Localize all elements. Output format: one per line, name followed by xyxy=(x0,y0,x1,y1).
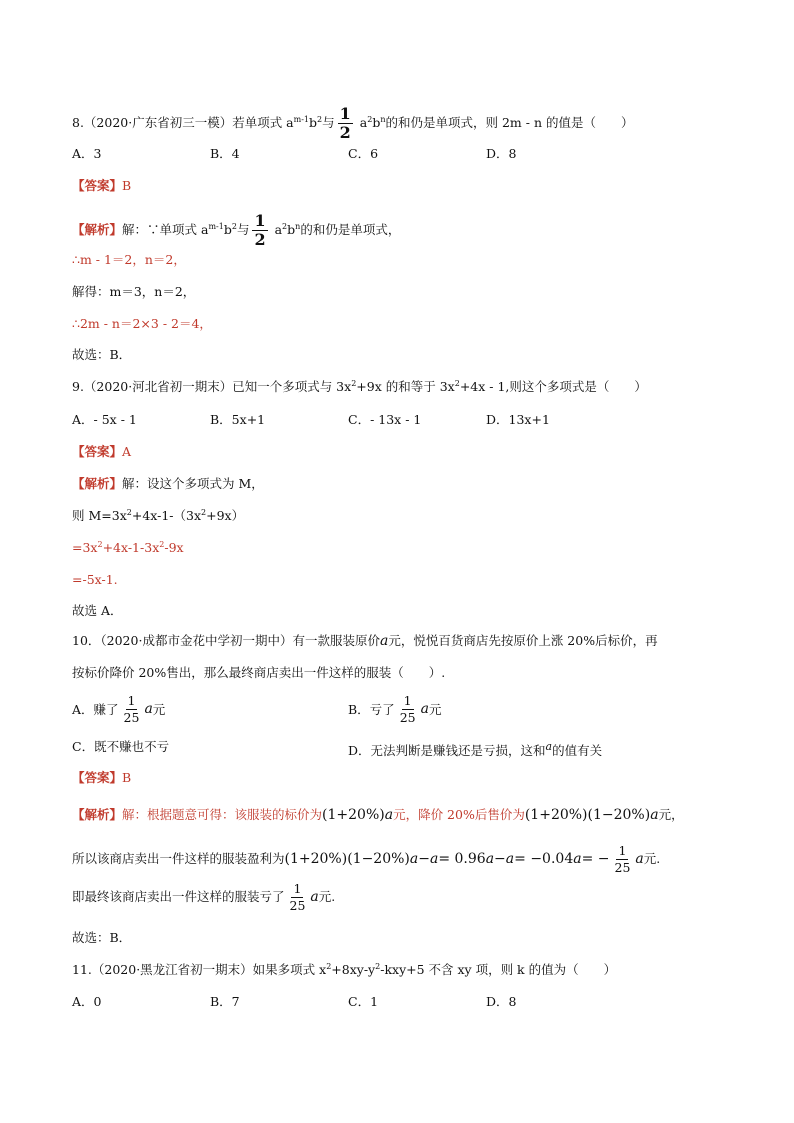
analysis-text: 元，降价 20%后售价为 xyxy=(393,807,525,822)
q11-option-b: B．7 xyxy=(210,994,240,1009)
exp: 2 xyxy=(231,221,237,231)
q9-option-b: B．5x+1 xyxy=(210,412,266,427)
fraction-numerator: 1 xyxy=(254,211,266,230)
math-expression: − xyxy=(418,851,430,867)
exp: 2 xyxy=(375,961,381,971)
q8-exp: 2 xyxy=(317,114,323,124)
option-text: A．赚了 xyxy=(72,702,119,717)
q11-options xyxy=(72,994,712,1010)
q10-option-c: C．既不赚也不亏 xyxy=(72,739,170,754)
q10-option-d xyxy=(348,739,602,759)
q10-analysis-line-2 xyxy=(72,842,660,876)
q8-step-2: 解得：m＝3，n＝2， xyxy=(72,284,196,299)
q8-answer xyxy=(72,178,131,194)
q8-option-a: A．3 xyxy=(72,146,102,161)
step-text: +4x-1-（3x xyxy=(131,508,202,523)
exp: n xyxy=(295,221,301,231)
q10-option-b xyxy=(348,694,441,724)
variable-a: a xyxy=(144,701,153,717)
answer-tag: 【答案】 xyxy=(72,444,123,459)
q9-analysis xyxy=(72,476,264,492)
step-text: +4x-1-3x xyxy=(102,540,160,555)
q10-stem-text: 元，悦悦百货商店先按原价上涨 20%后标价，再 xyxy=(388,633,658,648)
q10-conclusion: 故选：B． xyxy=(72,930,132,945)
q8-stem-text: 的和仍是单项式，则 2m - n 的值是（ ） xyxy=(385,115,634,130)
q11-stem xyxy=(72,962,616,978)
fraction-denominator: 2 xyxy=(339,123,351,142)
q8-exp: m-1 xyxy=(293,114,310,124)
q9-option-a: A．- 5x - 1 xyxy=(72,412,137,427)
variable-a: a xyxy=(650,807,659,823)
q9-stem-text: 9.（2020·河北省初一期末）已知一个多项式与 3x xyxy=(72,379,352,394)
exp: 2 xyxy=(97,539,103,549)
q11-stem-text: 11.（2020·黑龙江省初一期末）如果多项式 x xyxy=(72,962,327,977)
q8-exp: 2 xyxy=(367,114,373,124)
fraction-denominator: 2 xyxy=(254,230,266,249)
q10-stem-line-1 xyxy=(72,633,658,649)
variable-a: a xyxy=(573,851,582,867)
q8-stem-text: 与 xyxy=(322,115,335,130)
step-text: -9x xyxy=(164,540,184,555)
q9-step-3: =-5x-1. xyxy=(72,572,118,587)
analysis-text: a xyxy=(270,222,283,237)
math-expression: − xyxy=(494,851,506,867)
step-text: =3x xyxy=(72,540,98,555)
math-expression: (1+20%) xyxy=(322,807,385,823)
fraction-numerator: 1 xyxy=(293,880,302,896)
exp: 2 xyxy=(282,221,288,231)
analysis-text: 解：根据题意可得：该服装的标价为 xyxy=(122,807,323,822)
q9-option-d: D．13x+1 xyxy=(486,412,550,427)
fraction-denominator: 25 xyxy=(614,859,631,875)
option-text: 元 xyxy=(428,702,442,717)
variable-a: a xyxy=(429,851,439,867)
variable-a: a xyxy=(485,851,495,867)
option-text: D．无法判断是赚钱还是亏损，这和 xyxy=(348,743,546,759)
q8-stem xyxy=(72,105,633,142)
fraction-numerator: 1 xyxy=(127,692,136,708)
variable-a: a xyxy=(420,701,429,717)
q9-options xyxy=(72,412,712,428)
option-text: 元 xyxy=(152,702,166,717)
math-expression: = − xyxy=(581,851,610,867)
fraction xyxy=(288,881,308,914)
variable-a: a xyxy=(384,807,394,823)
fraction xyxy=(122,693,142,726)
q9-step-1 xyxy=(72,508,244,524)
fraction-numerator: 1 xyxy=(339,104,351,123)
analysis-text: b xyxy=(223,222,232,237)
math-expression: (1+20%)(1−20%) xyxy=(524,807,651,823)
q8-stem-text: 8.（2020·广东省初三一模）若单项式 a xyxy=(72,115,294,130)
fraction-numerator: 1 xyxy=(618,842,627,858)
analysis-text: 的和仍是单项式， xyxy=(300,222,401,237)
analysis-text: 即最终该商店卖出一件这样的服装亏了 xyxy=(72,889,285,904)
analysis-tag: 【解析】 xyxy=(72,222,123,237)
q10-analysis-line-3 xyxy=(72,880,335,914)
q10-stem-line-2: 按标价降价 20%售出，那么最终商店卖出一件这样的服装（ ）. xyxy=(72,665,446,680)
fraction-numerator: 1 xyxy=(403,692,412,708)
answer-value: B xyxy=(122,770,132,785)
q10-options-row-2 xyxy=(72,739,712,759)
analysis-text: 与 xyxy=(236,222,250,237)
q11-option-a: A．0 xyxy=(72,994,102,1009)
answer-tag: 【答案】 xyxy=(72,178,123,193)
q10-answer xyxy=(72,770,131,786)
answer-tag: 【答案】 xyxy=(72,770,123,785)
q11-stem-text: +8xy-y xyxy=(331,962,376,977)
fraction-denominator: 25 xyxy=(123,709,140,725)
q9-answer xyxy=(72,444,131,460)
fraction xyxy=(613,843,633,876)
exp: 2 xyxy=(351,378,357,388)
exp: m-1 xyxy=(208,221,224,231)
q8-stem-text: a xyxy=(355,115,368,130)
q8-options xyxy=(72,146,712,162)
q8-analysis xyxy=(72,212,400,249)
q9-option-c: C．- 13x - 1 xyxy=(348,412,422,427)
variable-a: a xyxy=(635,851,644,867)
answer-value: B xyxy=(122,178,132,193)
q9-stem xyxy=(72,379,647,395)
q10-option-a xyxy=(72,694,165,724)
analysis-text: 解：∵单项式 a xyxy=(122,222,209,237)
analysis-text: 元. xyxy=(643,851,661,866)
option-text: 的值有关 xyxy=(552,743,603,759)
variable-a: a xyxy=(310,889,319,905)
q8-step-1: ∴m - 1＝2，n＝2， xyxy=(72,252,186,267)
q8-option-c: C．6 xyxy=(348,146,379,161)
q8-option-b: B．4 xyxy=(210,146,240,161)
answer-value: A xyxy=(122,444,132,459)
q11-option-d: D．8 xyxy=(486,994,517,1009)
q9-step-2 xyxy=(72,540,184,556)
q9-stem-text: +4x - 1,则这个多项式是（ ） xyxy=(459,379,647,394)
variable-a: a xyxy=(409,851,419,867)
q8-fraction xyxy=(338,105,353,142)
fraction-denominator: 25 xyxy=(289,897,306,913)
analysis-tag: 【解析】 xyxy=(72,476,123,491)
q8-analysis-fraction xyxy=(252,212,267,249)
math-expression: (1+20%)(1−20%) xyxy=(284,851,410,867)
analysis-text: 所以该商店卖出一件这样的服装盈利为 xyxy=(72,851,285,866)
option-text: B．亏了 xyxy=(348,702,395,717)
q8-option-d: D．8 xyxy=(486,146,517,161)
exp: 2 xyxy=(326,961,332,971)
fraction xyxy=(398,693,418,726)
exp: 2 xyxy=(159,539,165,549)
q11-stem-text: -kxy+5 不含 xy 项，则 k 的值为（ ） xyxy=(380,962,617,977)
analysis-text: b xyxy=(287,222,296,237)
q8-step-3: ∴2m - n＝2×3 - 2＝4， xyxy=(72,316,212,331)
exp: 2 xyxy=(201,507,207,517)
exp: 2 xyxy=(454,378,460,388)
q9-conclusion: 故选 A． xyxy=(72,603,123,618)
variable-a: a xyxy=(505,851,515,867)
q8-stem-text: b xyxy=(309,115,318,130)
step-text: 则 M=3x xyxy=(72,508,127,523)
q9-stem-text: +9x 的和等于 3x xyxy=(356,379,455,394)
variable-a: a xyxy=(545,740,553,753)
q10-options-row-1 xyxy=(72,694,712,724)
analysis-tag: 【解析】 xyxy=(72,807,123,822)
variable-a: a xyxy=(379,633,389,649)
analysis-text: 解：设这个多项式为 M， xyxy=(122,476,264,491)
q10-stem-text: 10．（2020·成都市金花中学初一期中）有一款服装原价 xyxy=(72,633,380,648)
analysis-text: 元， xyxy=(658,807,684,822)
fraction-denominator: 25 xyxy=(399,709,416,725)
q10-analysis-line-1 xyxy=(72,807,684,823)
step-text: +9x） xyxy=(206,508,245,523)
q11-option-c: C．1 xyxy=(348,994,379,1009)
q8-conclusion: 故选：B． xyxy=(72,347,132,362)
q8-exp: n xyxy=(380,114,386,124)
analysis-text: 元. xyxy=(318,889,336,904)
math-expression: = −0.04 xyxy=(514,851,574,867)
math-expression: = 0.96 xyxy=(438,851,486,867)
q8-stem-text: b xyxy=(372,115,381,130)
exp: 2 xyxy=(126,507,132,517)
